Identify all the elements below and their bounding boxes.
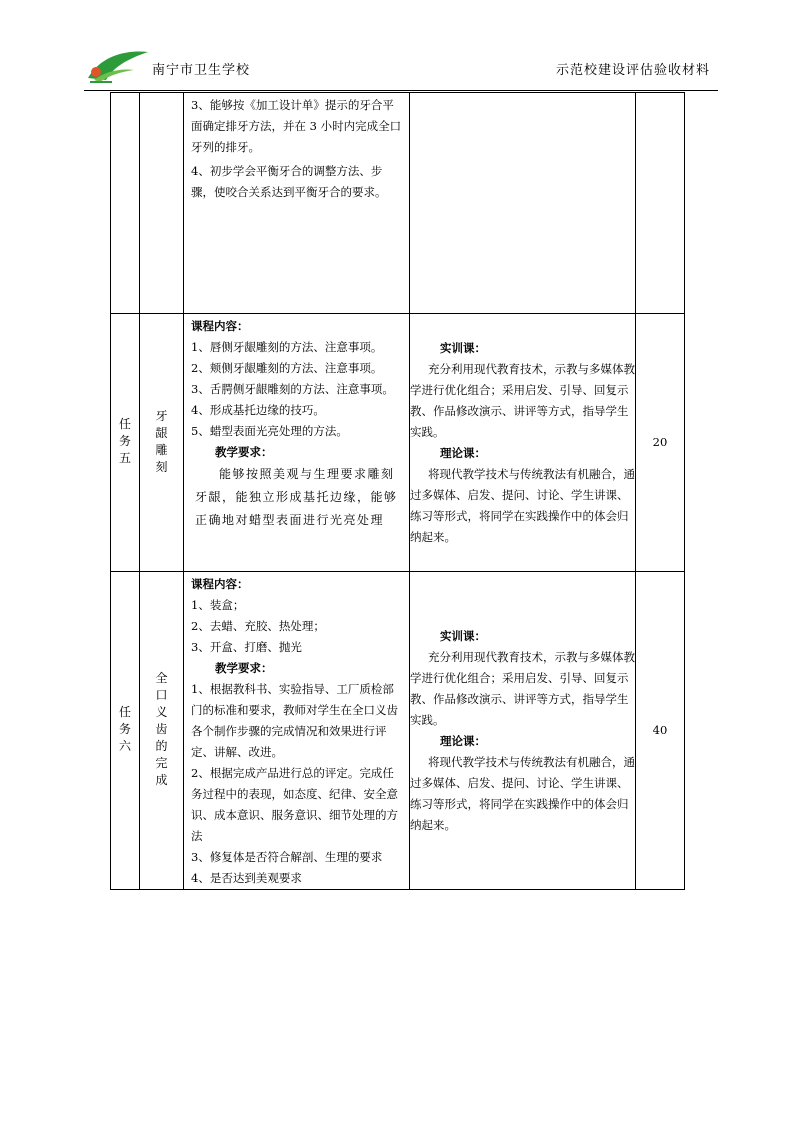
requirement-line: 3、修复体是否符合解剖、生理的要求 bbox=[191, 850, 383, 864]
content-line: 1、唇侧牙龈雕刻的方法、注意事项。 bbox=[191, 340, 383, 354]
theory-text: 将现代教学技术与传统教法有机融合，通过多媒体、启发、提问、讨论、学生讲课、练习等形式，将同学在实践操作中的体会归纳起来。 bbox=[410, 466, 635, 544]
table-row bbox=[111, 93, 685, 314]
method-cell bbox=[410, 314, 636, 572]
practice-title: 实训课： bbox=[440, 340, 486, 355]
table-row bbox=[111, 572, 685, 890]
content-line: 1、装盒； bbox=[191, 598, 245, 612]
task-cell bbox=[111, 314, 140, 572]
content-title: 课程内容： bbox=[191, 577, 249, 591]
content-line: 3、能够按《加工设计单》提示的牙合平面确定排牙方法，并在 3 小时内完成全口牙列的排牙。 bbox=[191, 98, 402, 154]
hours-cell: 40 bbox=[636, 572, 685, 890]
task-name-cell bbox=[140, 314, 184, 572]
header-rule bbox=[84, 90, 718, 91]
method-cell bbox=[410, 93, 636, 314]
practice-text: 充分利用现代教育技术，示教与多媒体教学进行优化组合；采用启发、引导、回复示教、作品修改演示、讲评等方式，指导学生实践。 bbox=[410, 649, 635, 727]
content-line: 4、形成基托边缘的技巧。 bbox=[191, 403, 325, 417]
table-row bbox=[111, 314, 685, 572]
task-name-cell bbox=[140, 93, 184, 314]
task-cell bbox=[111, 93, 140, 314]
document-title: 示范校建设评估验收材料 bbox=[555, 63, 710, 78]
practice-text: 充分利用现代教育技术，示教与多媒体教学进行优化组合；采用启发、引导、回复示教、作品修改演示、讲评等方式，指导学生实践。 bbox=[410, 361, 635, 439]
content-line: 5、蜡型表面光亮处理的方法。 bbox=[191, 424, 348, 438]
content-cell bbox=[184, 314, 410, 572]
method-cell bbox=[410, 572, 636, 890]
content-title: 课程内容： bbox=[191, 319, 249, 333]
theory-text: 将现代教学技术与传统教法有机融合，通过多媒体、启发、提问、讨论、学生讲课、练习等形式，将同学在实践操作中的体会归纳起来。 bbox=[410, 754, 635, 832]
task-label: 任务五 bbox=[118, 417, 131, 465]
leaf-logo-icon bbox=[84, 48, 150, 86]
requirement-line: 2、根据完成产品进行总的评定。完成任务过程中的表现，如态度、纪律、安全意识、成本意识、服务意识、细节处理的方法 bbox=[191, 766, 398, 843]
task-cell bbox=[111, 572, 140, 890]
content-line: 3、开盒、打磨、抛光 bbox=[191, 640, 302, 654]
content-line: 2、去蜡、充胶、热处理； bbox=[191, 619, 325, 633]
task-name-cell bbox=[140, 572, 184, 890]
content-line: 4、初步学会平衡牙合的调整方法、步骤，使咬合关系达到平衡牙合的要求。 bbox=[191, 164, 387, 199]
task-label: 任务六 bbox=[118, 705, 131, 753]
theory-title: 理论课： bbox=[440, 733, 486, 748]
requirement-title: 教学要求： bbox=[215, 445, 273, 459]
content-line: 2、颊侧牙龈雕刻的方法、注意事项。 bbox=[191, 361, 383, 375]
requirement-line: 4、是否达到美观要求 bbox=[191, 871, 302, 885]
task-name: 全口义齿的完成 bbox=[155, 671, 168, 787]
content-cell bbox=[184, 93, 410, 314]
requirement-title: 教学要求： bbox=[215, 661, 273, 675]
task-name: 牙龈雕刻 bbox=[155, 408, 168, 474]
content-cell bbox=[184, 572, 410, 890]
course-task-table bbox=[110, 92, 685, 890]
practice-title: 实训课： bbox=[440, 628, 486, 643]
requirement-line: 1、根据教科书、实验指导、工厂质检部门的标准和要求，教师对学生在全口义齿各个制作步骤的完成情况和效果进行评定、讲解、改进。 bbox=[191, 682, 398, 759]
hours-cell: 20 bbox=[636, 314, 685, 572]
hours-cell bbox=[636, 93, 685, 314]
school-name: 南宁市卫生学校 bbox=[152, 63, 251, 78]
theory-title: 理论课： bbox=[440, 445, 486, 460]
requirement-text: 能够按照美观与生理要求雕刻牙龈，能独立形成基托边缘，能够正确地对蜡型表面进行光亮处理 bbox=[195, 467, 398, 527]
content-line: 3、舌腭侧牙龈雕刻的方法、注意事项。 bbox=[191, 382, 394, 396]
